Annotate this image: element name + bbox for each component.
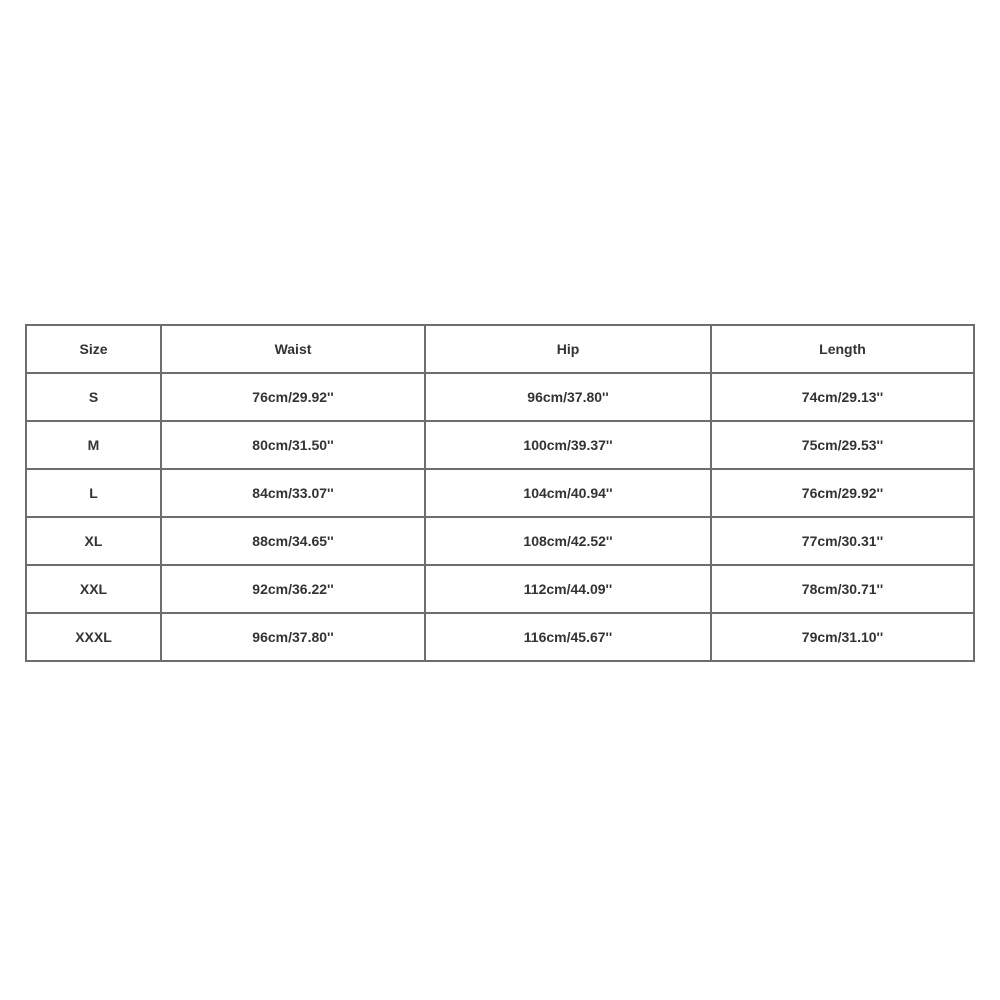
size-cell: XXL: [26, 565, 161, 613]
size-cell: L: [26, 469, 161, 517]
size-cell: M: [26, 421, 161, 469]
length-cell: 76cm/29.92'': [711, 469, 974, 517]
waist-cell: 76cm/29.92'': [161, 373, 425, 421]
size-cell: XL: [26, 517, 161, 565]
hip-cell: 112cm/44.09'': [425, 565, 711, 613]
waist-cell: 84cm/33.07'': [161, 469, 425, 517]
header-hip: Hip: [425, 325, 711, 373]
hip-cell: 100cm/39.37'': [425, 421, 711, 469]
table-row: [26, 613, 974, 661]
length-cell: 74cm/29.13'': [711, 373, 974, 421]
table-row: [26, 565, 974, 613]
length-cell: 75cm/29.53'': [711, 421, 974, 469]
table-row: [26, 517, 974, 565]
header-length: Length: [711, 325, 974, 373]
waist-cell: 80cm/31.50'': [161, 421, 425, 469]
table-row: [26, 373, 974, 421]
waist-cell: 88cm/34.65'': [161, 517, 425, 565]
size-chart-table: [25, 324, 975, 662]
table-row: [26, 469, 974, 517]
header-row: [26, 325, 974, 373]
length-cell: 77cm/30.31'': [711, 517, 974, 565]
hip-cell: 96cm/37.80'': [425, 373, 711, 421]
hip-cell: 108cm/42.52'': [425, 517, 711, 565]
hip-cell: 116cm/45.67'': [425, 613, 711, 661]
waist-cell: 96cm/37.80'': [161, 613, 425, 661]
length-cell: 79cm/31.10'': [711, 613, 974, 661]
size-cell: XXXL: [26, 613, 161, 661]
length-cell: 78cm/30.71'': [711, 565, 974, 613]
waist-cell: 92cm/36.22'': [161, 565, 425, 613]
header-size: Size: [26, 325, 161, 373]
header-waist: Waist: [161, 325, 425, 373]
size-cell: S: [26, 373, 161, 421]
table-row: [26, 421, 974, 469]
hip-cell: 104cm/40.94'': [425, 469, 711, 517]
